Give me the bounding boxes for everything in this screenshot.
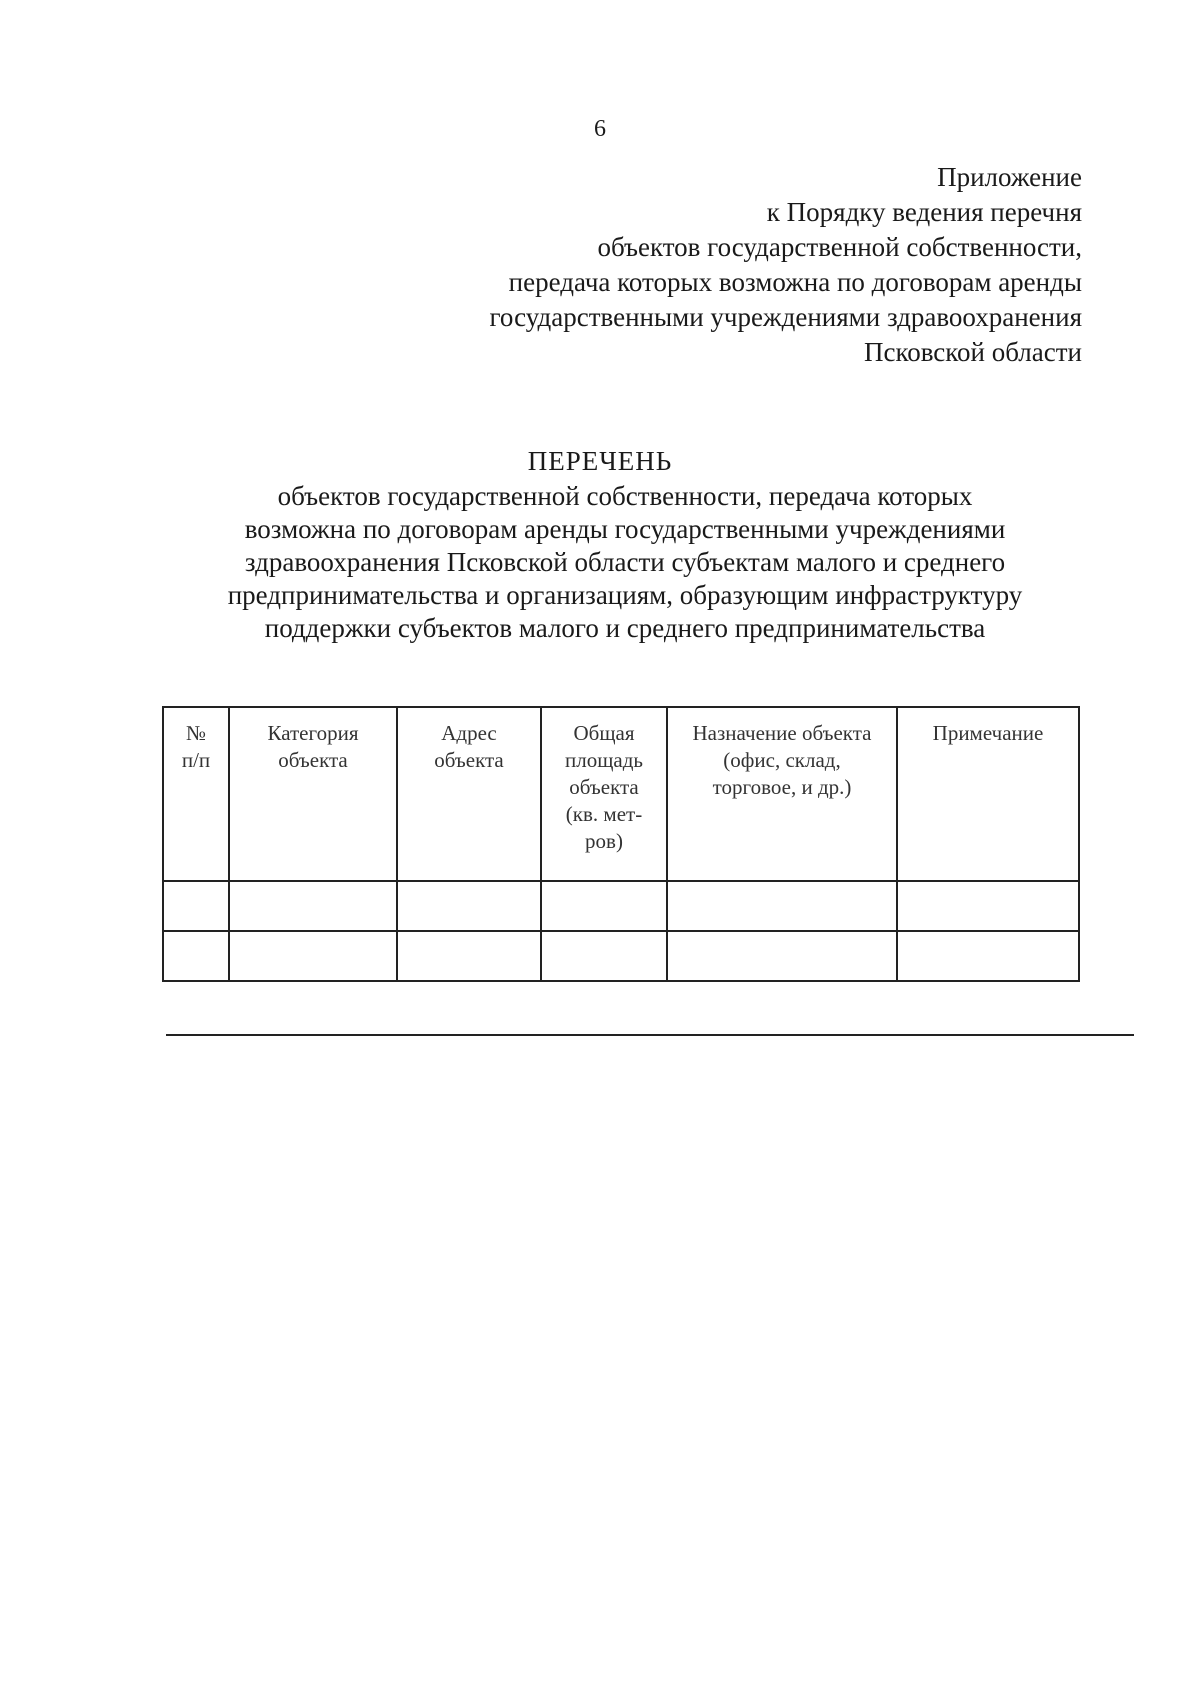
subtitle-line: предпринимательства и организациям, образующим инфраструктуру bbox=[227, 580, 1023, 610]
subtitle-line: поддержки субъектов малого и среднего предпринимательства bbox=[264, 613, 986, 643]
header-note: Примечание bbox=[897, 707, 1079, 881]
header-area: Общая площадь объекта (кв. мет- ров) bbox=[541, 707, 667, 881]
table-cell bbox=[541, 881, 667, 931]
header-category: Категория объекта bbox=[229, 707, 397, 881]
appendix-block bbox=[282, 160, 1082, 370]
subtitle-line: объектов государственной собственности, передача которых bbox=[277, 481, 973, 511]
table-header-row bbox=[163, 707, 1079, 881]
appendix-line: к Порядку ведения перечня bbox=[766, 197, 1082, 227]
appendix-line: передача которых возможна по договорам аренды bbox=[508, 267, 1082, 297]
table-cell bbox=[897, 881, 1079, 931]
appendix-line: Приложение bbox=[937, 162, 1082, 192]
header-purpose: Назначение объекта (офис, склад, торговое, и др.) bbox=[667, 707, 897, 881]
appendix-line: государственными учреждениями здравоохранения bbox=[489, 302, 1082, 332]
list-title: ПЕРЕЧЕНЬ bbox=[527, 446, 673, 476]
table-row bbox=[163, 931, 1079, 981]
page-number: 6 bbox=[594, 116, 606, 142]
table-cell bbox=[897, 931, 1079, 981]
table-cell bbox=[541, 931, 667, 981]
appendix-line: объектов государственной собственности, bbox=[597, 232, 1082, 262]
subtitle-line: здравоохранения Псковской области субъектам малого и среднего bbox=[244, 547, 1006, 577]
header-address: Адрес объекта bbox=[397, 707, 541, 881]
appendix-line: Псковской области bbox=[863, 337, 1082, 367]
table-cell bbox=[667, 931, 897, 981]
table-row bbox=[163, 881, 1079, 931]
table-cell bbox=[163, 881, 229, 931]
table-cell bbox=[397, 881, 541, 931]
table-cell bbox=[667, 881, 897, 931]
table-cell bbox=[163, 931, 229, 981]
footer-rule bbox=[166, 1034, 1134, 1036]
header-number: № п/п bbox=[163, 707, 229, 881]
table-cell bbox=[229, 881, 397, 931]
objects-table bbox=[162, 706, 1080, 982]
table-cell bbox=[229, 931, 397, 981]
list-subtitle bbox=[150, 480, 1100, 645]
subtitle-line: возможна по договорам аренды государственными учреждениями bbox=[244, 514, 1006, 544]
table-cell bbox=[397, 931, 541, 981]
